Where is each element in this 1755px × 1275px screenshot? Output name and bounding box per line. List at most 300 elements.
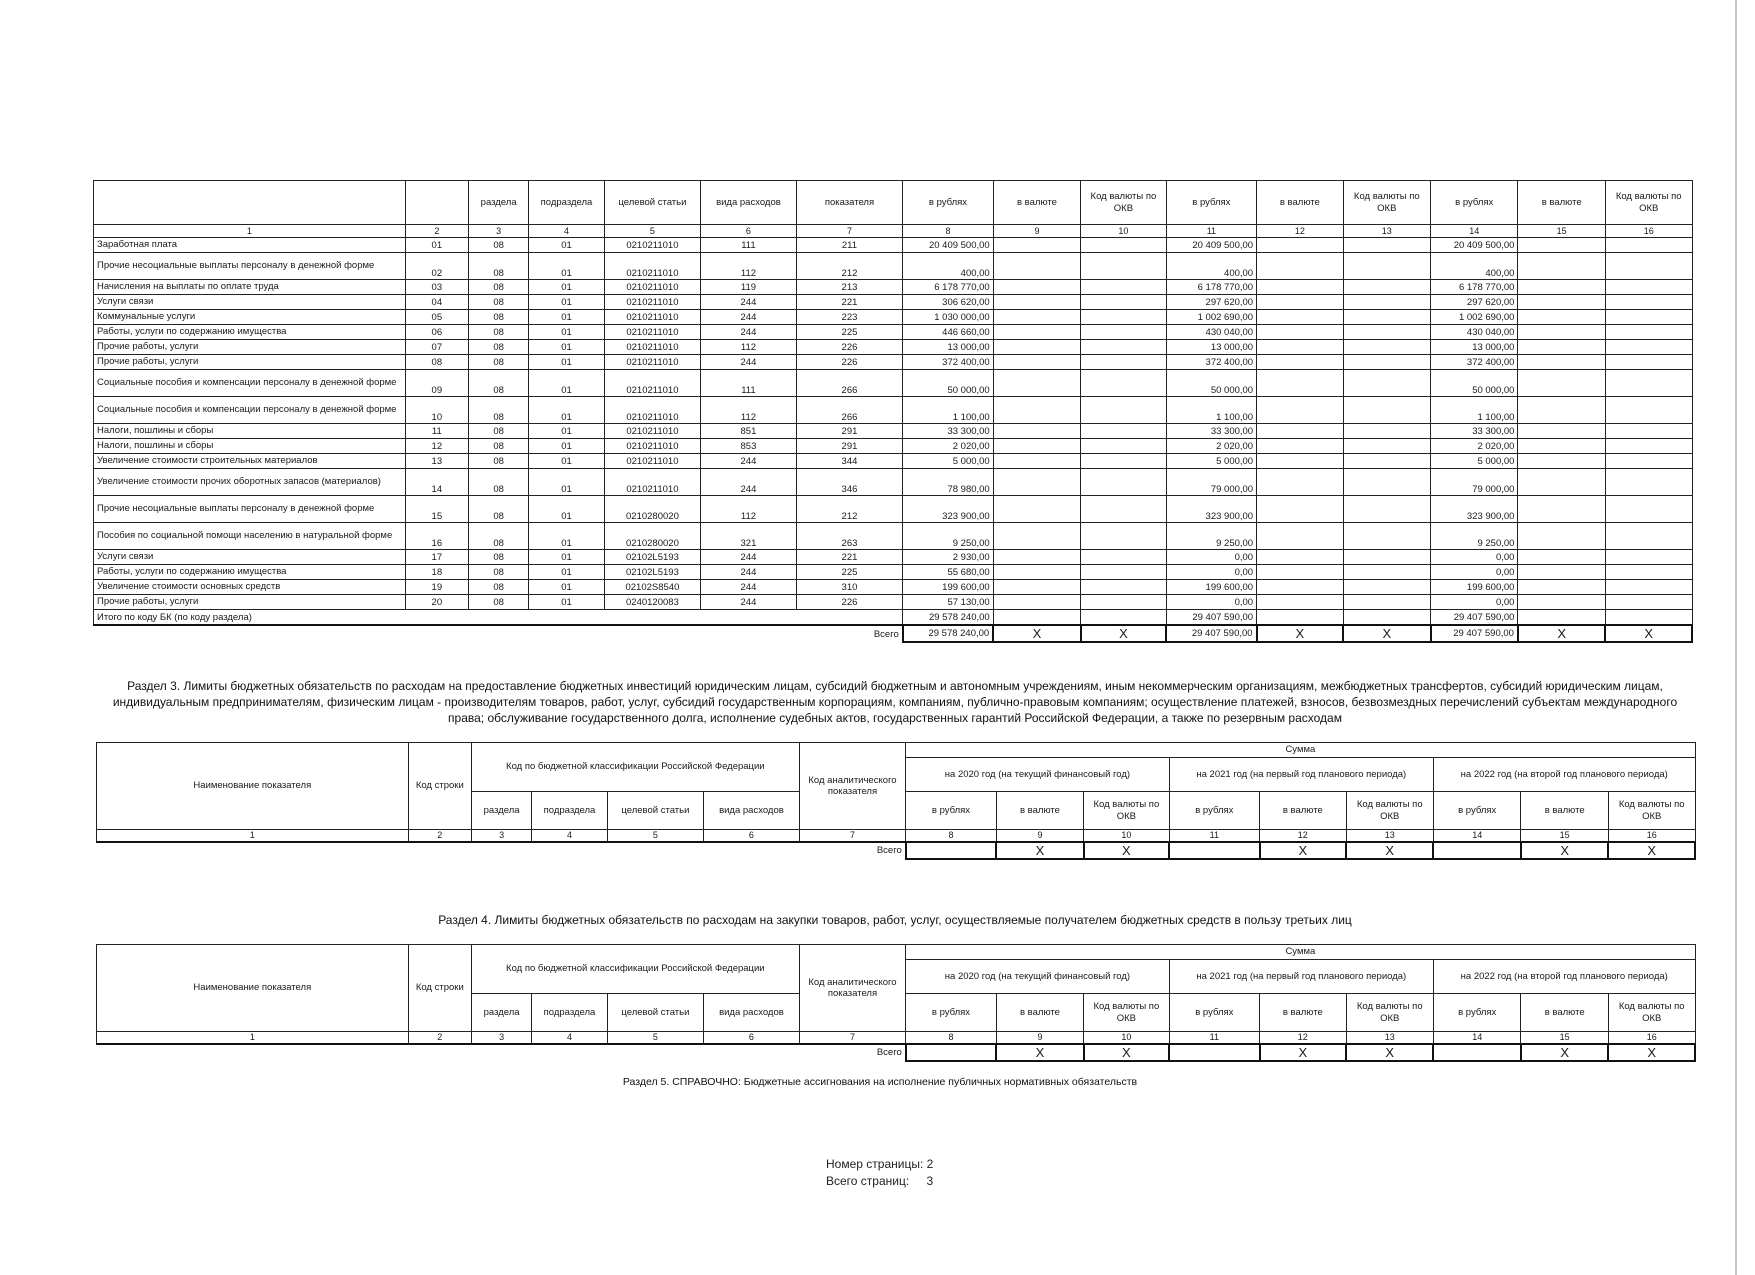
row-expense-type: 111 <box>701 238 797 253</box>
vsego-2020: 29 578 240,00 <box>903 625 993 642</box>
row-indicator: 226 <box>796 595 903 610</box>
empty-cell <box>1605 310 1692 325</box>
row-expense-type: 112 <box>701 340 797 355</box>
empty-cell <box>1518 355 1605 370</box>
empty-cell <box>993 397 1080 424</box>
empty-cell <box>1081 325 1166 340</box>
header-okv-2020: Код валюты по ОКВ <box>1081 181 1166 225</box>
empty-cell <box>1343 496 1430 523</box>
row-name: Увеличение стоимости строительных материалов <box>94 454 406 469</box>
x-mark: X <box>1346 1044 1433 1061</box>
section5-title: Раздел 5. СПРАВОЧНО: Бюджетные ассигнования на исполнение публичных нормативных обязательств <box>622 1076 1138 1088</box>
row-name: Прочие несоциальные выплаты персоналу в денежной форме <box>94 253 406 280</box>
col-num: 4 <box>532 1032 607 1044</box>
sub-val: в валюте <box>1260 994 1346 1032</box>
empty-cell <box>1081 253 1166 280</box>
row-sum-2022: 33 300,00 <box>1431 424 1518 439</box>
row-razdel: 08 <box>468 550 528 565</box>
row-indicator: 291 <box>796 439 903 454</box>
empty-cell <box>1343 439 1430 454</box>
vsego-row <box>97 1044 1696 1061</box>
row-expense-type: 244 <box>701 565 797 580</box>
table-row <box>94 580 1693 595</box>
empty-sum-cell <box>1169 842 1259 859</box>
row-sum-2020: 1 030 000,00 <box>903 310 993 325</box>
vsego-row <box>94 625 1693 642</box>
header-razdel: раздела <box>468 181 528 225</box>
empty-cell <box>993 439 1080 454</box>
kbk-razdel: раздела <box>471 994 531 1032</box>
row-name: Работы, услуги по содержанию имущества <box>94 325 406 340</box>
row-target-article: 0210211010 <box>604 310 701 325</box>
sub-val: в валюте <box>1521 994 1608 1032</box>
row-razdel: 08 <box>468 355 528 370</box>
limits-table-section2 <box>93 180 1693 643</box>
empty-cell <box>1343 310 1430 325</box>
row-indicator: 221 <box>796 295 903 310</box>
col-num: 2 <box>405 225 468 238</box>
row-sum-2020: 55 680,00 <box>903 565 993 580</box>
empty-cell <box>1343 523 1430 550</box>
row-razdel: 08 <box>468 469 528 496</box>
row-line-code: 09 <box>405 370 468 397</box>
empty-cell <box>1343 370 1430 397</box>
empty-cell <box>1605 397 1692 424</box>
sub-val: в валюте <box>1260 792 1346 830</box>
kbk-header: Код по бюджетной классификации Российской Федерации <box>471 743 799 792</box>
row-podrazdel: 01 <box>529 370 604 397</box>
itogo-2020: 29 578 240,00 <box>903 610 993 626</box>
row-razdel: 08 <box>468 325 528 340</box>
row-expense-type: 112 <box>701 397 797 424</box>
analytic-header: Код аналитического показателя <box>799 743 906 830</box>
empty-cell <box>1518 496 1605 523</box>
empty-cell <box>1605 580 1692 595</box>
empty-cell <box>1081 439 1166 454</box>
empty-cell <box>1605 610 1692 626</box>
x-mark: X <box>996 1044 1083 1061</box>
col-num: 13 <box>1346 830 1433 842</box>
row-sum-2020: 2 020,00 <box>903 439 993 454</box>
row-indicator: 291 <box>796 424 903 439</box>
empty-cell <box>993 550 1080 565</box>
row-sum-2021: 323 900,00 <box>1166 496 1256 523</box>
year-2020-header: на 2020 год (на текущий финансовый год) <box>906 960 1169 994</box>
x-mark: X <box>1084 842 1169 859</box>
kbk-header: Код по бюджетной классификации Российской Федерации <box>471 945 799 994</box>
col-num: 8 <box>906 1032 996 1044</box>
row-podrazdel: 01 <box>529 439 604 454</box>
row-name: Налоги, пошлины и сборы <box>94 439 406 454</box>
col-num: 5 <box>607 830 704 842</box>
row-name: Начисления на выплаты по оплате труда <box>94 280 406 295</box>
empty-cell <box>1081 424 1166 439</box>
row-podrazdel: 01 <box>529 580 604 595</box>
year-2020-header: на 2020 год (на текущий финансовый год) <box>906 758 1169 792</box>
empty-cell <box>1518 469 1605 496</box>
analytic-header: Код аналитического показателя <box>799 945 906 1032</box>
row-sum-2022: 323 900,00 <box>1431 496 1518 523</box>
row-podrazdel: 01 <box>529 397 604 424</box>
empty-cell <box>1343 580 1430 595</box>
row-name: Услуги связи <box>94 295 406 310</box>
row-sum-2022: 372 400,00 <box>1431 355 1518 370</box>
row-expense-type: 111 <box>701 370 797 397</box>
header-okv-2022: Код валюты по ОКВ <box>1605 181 1692 225</box>
empty-cell <box>1518 295 1605 310</box>
row-indicator: 225 <box>796 325 903 340</box>
empty-cell <box>1081 238 1166 253</box>
row-name: Прочие несоциальные выплаты персоналу в денежной форме <box>94 496 406 523</box>
kbk-podrazdel: подраздела <box>532 994 607 1032</box>
table-row <box>94 496 1693 523</box>
table-row <box>94 280 1693 295</box>
limits-table-section4 <box>96 944 1696 1062</box>
row-name: Прочие работы, услуги <box>94 340 406 355</box>
empty-cell <box>993 253 1080 280</box>
row-line-code: 03 <box>405 280 468 295</box>
row-name: Социальные пособия и компенсации персоналу в денежной форме <box>94 370 406 397</box>
col-num: 15 <box>1521 830 1608 842</box>
empty-cell <box>1081 280 1166 295</box>
row-sum-2022: 199 600,00 <box>1431 580 1518 595</box>
x-mark: X <box>1343 625 1430 642</box>
col-num: 1 <box>97 1032 409 1044</box>
row-expense-type: 244 <box>701 355 797 370</box>
row-indicator: 211 <box>796 238 903 253</box>
row-target-article: 0210280020 <box>604 523 701 550</box>
col-num: 14 <box>1431 225 1518 238</box>
row-expense-type: 321 <box>701 523 797 550</box>
row-target-article: 0210211010 <box>604 424 701 439</box>
row-sum-2022: 297 620,00 <box>1431 295 1518 310</box>
empty-cell <box>1257 424 1343 439</box>
row-sum-2021: 297 620,00 <box>1166 295 1256 310</box>
x-mark: X <box>1260 1044 1346 1061</box>
sub-rub: в рублях <box>906 792 996 830</box>
row-name: Заработная плата <box>94 238 406 253</box>
table-row <box>94 469 1693 496</box>
empty-cell <box>1343 325 1430 340</box>
empty-cell <box>1081 295 1166 310</box>
header-podrazdel: подраздела <box>529 181 604 225</box>
empty-cell <box>1518 565 1605 580</box>
table-body <box>94 238 1693 610</box>
empty-cell <box>1257 355 1343 370</box>
empty-cell <box>1518 454 1605 469</box>
row-target-article: 02102L5193 <box>604 565 701 580</box>
row-razdel: 08 <box>468 439 528 454</box>
empty-cell <box>1343 424 1430 439</box>
row-podrazdel: 01 <box>529 565 604 580</box>
row-target-article: 0210211010 <box>604 295 701 310</box>
col-num: 2 <box>408 1032 471 1044</box>
row-line-code: 15 <box>405 496 468 523</box>
col-num: 5 <box>607 1032 704 1044</box>
row-sum-2020: 400,00 <box>903 253 993 280</box>
header-rub-2020: в рублях <box>903 181 993 225</box>
row-indicator: 223 <box>796 310 903 325</box>
x-mark: X <box>1608 1044 1695 1061</box>
header-rub-2022: в рублях <box>1431 181 1518 225</box>
vsego-label: Всего <box>876 845 902 856</box>
table-row <box>94 397 1693 424</box>
empty-cell <box>1518 523 1605 550</box>
row-target-article: 0210211010 <box>604 370 701 397</box>
year-2021-header: на 2021 год (на первый год планового периода) <box>1169 758 1433 792</box>
table-row <box>94 340 1693 355</box>
column-number-row <box>97 830 1696 842</box>
empty-sum-cell <box>1169 1044 1259 1061</box>
row-sum-2022: 400,00 <box>1431 253 1518 280</box>
row-sum-2020: 78 980,00 <box>903 469 993 496</box>
empty-cell <box>1343 280 1430 295</box>
row-indicator: 226 <box>796 355 903 370</box>
sub-rub: в рублях <box>1169 792 1259 830</box>
empty-cell <box>993 280 1080 295</box>
empty-cell <box>1605 595 1692 610</box>
row-name: Увеличение стоимости основных средств <box>94 580 406 595</box>
row-expense-type: 244 <box>701 580 797 595</box>
row-line-code: 04 <box>405 295 468 310</box>
empty-cell <box>1257 340 1343 355</box>
empty-cell <box>1081 565 1166 580</box>
header-vr: вида расходов <box>701 181 797 225</box>
sub-okv: Код валюты по ОКВ <box>1608 994 1695 1032</box>
col-num: 14 <box>1433 830 1520 842</box>
kbk-podrazdel: подраздела <box>532 792 607 830</box>
table-row <box>94 424 1693 439</box>
row-sum-2021: 1 100,00 <box>1166 397 1256 424</box>
section4-title: Раздел 4. Лимиты бюджетных обязательств по расходам на закупки товаров, работ, услуг, осуществляемые получателем бюджетных средств в пользу третьих лиц <box>438 913 1352 927</box>
x-mark: X <box>1260 842 1346 859</box>
limits-table-section3 <box>96 742 1696 860</box>
empty-cell <box>1257 280 1343 295</box>
row-sum-2021: 400,00 <box>1166 253 1256 280</box>
x-mark: X <box>1605 625 1692 642</box>
row-podrazdel: 01 <box>529 595 604 610</box>
row-target-article: 0210211010 <box>604 325 701 340</box>
empty-cell <box>1081 580 1166 595</box>
row-indicator: 212 <box>796 253 903 280</box>
row-sum-2020: 50 000,00 <box>903 370 993 397</box>
sub-val: в валюте <box>996 792 1083 830</box>
row-expense-type: 244 <box>701 325 797 340</box>
empty-cell <box>1257 580 1343 595</box>
empty-cell <box>1257 595 1343 610</box>
row-sum-2021: 2 020,00 <box>1166 439 1256 454</box>
row-target-article: 02102L5193 <box>604 550 701 565</box>
kbk-vr: вида расходов <box>704 792 800 830</box>
col-num: 9 <box>993 225 1080 238</box>
header-val-2020: в валюте <box>993 181 1080 225</box>
row-target-article: 0210211010 <box>604 238 701 253</box>
col-num: 4 <box>529 225 604 238</box>
kbk-cs: целевой статьи <box>607 792 704 830</box>
row-target-article: 0240120083 <box>604 595 701 610</box>
empty-cell <box>1343 238 1430 253</box>
row-name: Социальные пособия и компенсации персоналу в денежной форме <box>94 397 406 424</box>
row-sum-2020: 199 600,00 <box>903 580 993 595</box>
col-num: 12 <box>1257 225 1343 238</box>
empty-cell <box>1605 280 1692 295</box>
empty-cell <box>1081 550 1166 565</box>
empty-sum-cell <box>1433 1044 1520 1061</box>
row-line-code: 18 <box>405 565 468 580</box>
row-sum-2020: 13 000,00 <box>903 340 993 355</box>
col-num: 13 <box>1343 225 1430 238</box>
sub-val: в валюте <box>1521 792 1608 830</box>
row-razdel: 08 <box>468 580 528 595</box>
empty-cell <box>1605 550 1692 565</box>
col-num: 3 <box>471 830 531 842</box>
row-target-article: 0210211010 <box>604 340 701 355</box>
empty-cell <box>993 295 1080 310</box>
page-number: Номер страницы: 2 <box>826 1157 934 1171</box>
col-num: 6 <box>704 830 800 842</box>
kbk-vr: вида расходов <box>704 994 800 1032</box>
empty-cell <box>1605 355 1692 370</box>
name-header: Наименование показателя <box>97 945 409 1032</box>
line-header: Код строки <box>408 945 471 1032</box>
row-razdel: 08 <box>468 340 528 355</box>
col-num: 16 <box>1605 225 1692 238</box>
name-header: Наименование показателя <box>97 743 409 830</box>
row-sum-2022: 6 178 770,00 <box>1431 280 1518 295</box>
empty-cell <box>1257 469 1343 496</box>
column-number-row <box>94 225 1693 238</box>
empty-cell <box>993 370 1080 397</box>
x-mark: X <box>996 842 1083 859</box>
row-line-code: 13 <box>405 454 468 469</box>
empty-cell <box>1518 280 1605 295</box>
row-sum-2020: 446 660,00 <box>903 325 993 340</box>
empty-cell <box>1257 610 1343 626</box>
col-num: 16 <box>1608 1032 1695 1044</box>
row-indicator: 226 <box>796 340 903 355</box>
row-name: Налоги, пошлины и сборы <box>94 424 406 439</box>
empty-sum-cell <box>1433 842 1520 859</box>
x-mark: X <box>1081 625 1166 642</box>
empty-cell <box>1257 550 1343 565</box>
row-podrazdel: 01 <box>529 550 604 565</box>
empty-cell <box>993 610 1080 626</box>
row-razdel: 08 <box>468 595 528 610</box>
empty-cell <box>1081 340 1166 355</box>
row-sum-2022: 79 000,00 <box>1431 469 1518 496</box>
empty-cell <box>1343 610 1430 626</box>
table-row <box>94 439 1693 454</box>
row-name: Прочие работы, услуги <box>94 595 406 610</box>
row-sum-2021: 20 409 500,00 <box>1166 238 1256 253</box>
sum-header: Сумма <box>906 945 1695 960</box>
col-num: 15 <box>1521 1032 1608 1044</box>
row-podrazdel: 01 <box>529 325 604 340</box>
table-row <box>94 325 1693 340</box>
col-num: 16 <box>1608 830 1695 842</box>
table-row <box>94 355 1693 370</box>
empty-cell <box>993 580 1080 595</box>
sub-okv: Код валюты по ОКВ <box>1084 994 1169 1032</box>
empty-cell <box>1257 397 1343 424</box>
row-podrazdel: 01 <box>529 253 604 280</box>
empty-cell <box>1518 397 1605 424</box>
empty-cell <box>1343 454 1430 469</box>
row-expense-type: 112 <box>701 253 797 280</box>
empty-cell <box>1518 550 1605 565</box>
row-target-article: 0210211010 <box>604 355 701 370</box>
empty-cell <box>1081 469 1166 496</box>
col-num: 1 <box>97 830 409 842</box>
row-sum-2022: 0,00 <box>1431 550 1518 565</box>
empty-cell <box>1257 253 1343 280</box>
row-podrazdel: 01 <box>529 469 604 496</box>
sub-rub: в рублях <box>1169 994 1259 1032</box>
col-num: 8 <box>906 830 996 842</box>
row-sum-2020: 5 000,00 <box>903 454 993 469</box>
row-razdel: 08 <box>468 565 528 580</box>
row-name: Прочие работы, услуги <box>94 355 406 370</box>
empty-cell <box>993 238 1080 253</box>
row-sum-2021: 50 000,00 <box>1166 370 1256 397</box>
row-indicator: 344 <box>796 454 903 469</box>
empty-cell <box>1257 370 1343 397</box>
empty-cell <box>1518 340 1605 355</box>
table-row <box>94 595 1693 610</box>
empty-cell <box>1257 454 1343 469</box>
empty-cell <box>1605 469 1692 496</box>
empty-cell <box>1257 565 1343 580</box>
empty-cell <box>1605 370 1692 397</box>
row-sum-2022: 13 000,00 <box>1431 340 1518 355</box>
row-sum-2020: 9 250,00 <box>903 523 993 550</box>
row-sum-2021: 79 000,00 <box>1166 469 1256 496</box>
empty-cell <box>1081 397 1166 424</box>
row-indicator: 213 <box>796 280 903 295</box>
row-sum-2021: 430 040,00 <box>1166 325 1256 340</box>
col-num: 7 <box>799 830 906 842</box>
empty-cell <box>1518 610 1605 626</box>
sub-val: в валюте <box>996 994 1083 1032</box>
sub-rub: в рублях <box>906 994 996 1032</box>
empty-cell <box>1257 496 1343 523</box>
row-target-article: 0210211010 <box>604 280 701 295</box>
row-sum-2021: 199 600,00 <box>1166 580 1256 595</box>
row-sum-2021: 33 300,00 <box>1166 424 1256 439</box>
row-sum-2022: 0,00 <box>1431 595 1518 610</box>
empty-sum-cell <box>906 1044 996 1061</box>
empty-cell <box>1257 325 1343 340</box>
page-footer <box>826 1156 986 1190</box>
col-num: 13 <box>1346 1032 1433 1044</box>
row-line-code: 19 <box>405 580 468 595</box>
header-pok: показателя <box>796 181 903 225</box>
empty-cell <box>1257 439 1343 454</box>
empty-cell <box>993 565 1080 580</box>
year-2021-header: на 2021 год (на первый год планового периода) <box>1169 960 1433 994</box>
row-target-article: 0210211010 <box>604 397 701 424</box>
col-num: 3 <box>471 1032 531 1044</box>
empty-cell <box>993 340 1080 355</box>
row-target-article: 0210211010 <box>604 253 701 280</box>
empty-cell <box>1518 439 1605 454</box>
row-line-code: 05 <box>405 310 468 325</box>
row-expense-type: 853 <box>701 439 797 454</box>
row-podrazdel: 01 <box>529 355 604 370</box>
row-name: Увеличение стоимости прочих оборотных запасов (материалов) <box>94 469 406 496</box>
empty-cell <box>1343 565 1430 580</box>
empty-cell <box>1343 397 1430 424</box>
